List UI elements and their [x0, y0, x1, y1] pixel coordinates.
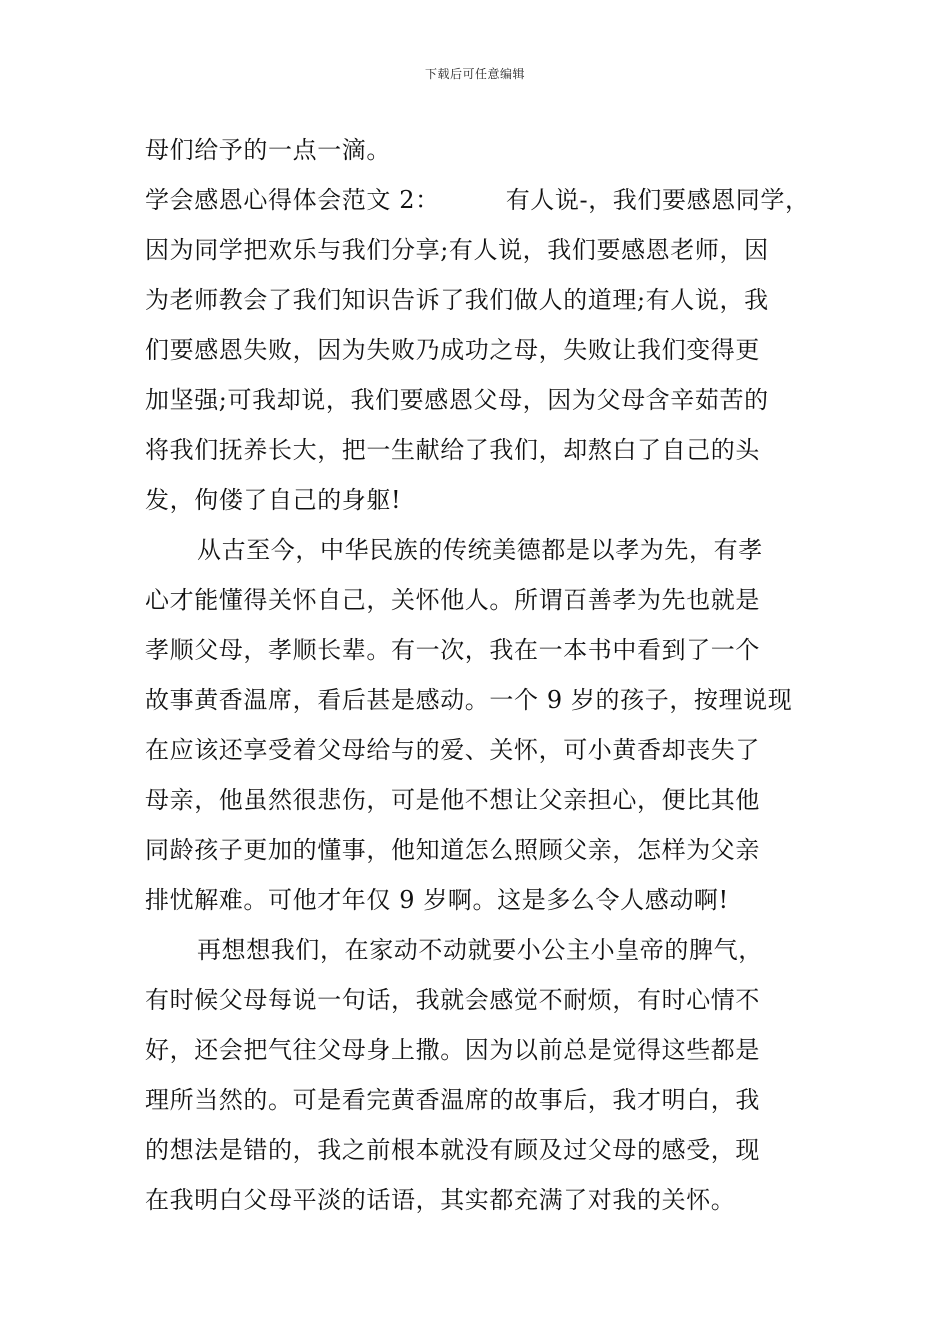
- text-line: 排忧解难。可他才年仅 9 岁啊。这是多么令人感动啊!: [145, 886, 729, 914]
- essay-title: 学会感恩心得体会范文 2：: [145, 186, 440, 214]
- essay-heading-line: [145, 184, 825, 216]
- text-span: 有人说-，我们要感恩同学，: [505, 186, 810, 214]
- paragraph-first-line: 再想想我们，在家动不动就要小公主小皇帝的脾气，: [197, 936, 763, 964]
- text-line: 母们给予的一点一滴。: [145, 136, 391, 164]
- text-line: 好，还会把气往父母身上撒。因为以前总是觉得这些都是: [145, 1036, 760, 1064]
- text-line: 因为同学把欢乐与我们分享;有人说，我们要感恩老师，因: [145, 236, 769, 264]
- text-line: 为老师教会了我们知识告诉了我们做人的道理;有人说，我: [145, 286, 769, 314]
- text-line: 孝顺父母，孝顺长辈。有一次，我在一本书中看到了一个: [145, 636, 760, 664]
- text-line: 母亲，他虽然很悲伤，可是他不想让父亲担心，便比其他: [145, 786, 760, 814]
- text-line: 的想法是错的，我之前根本就没有顾及过父母的感受，现: [145, 1136, 760, 1164]
- text-line: 在应该还享受着父母给与的爱、关怀，可小黄香却丧失了: [145, 736, 760, 764]
- text-line: 同龄孩子更加的懂事，他知道怎么照顾父亲，怎样为父亲: [145, 836, 760, 864]
- paragraph-first-line: 从古至今，中华民族的传统美德都是以孝为先，有孝: [197, 536, 763, 564]
- text-line: 在我明白父母平淡的话语，其实都充满了对我的关怀。: [145, 1186, 736, 1214]
- text-line: 有时候父母每说一句话，我就会感觉不耐烦，有时心情不: [145, 986, 760, 1014]
- page-header: 下载后可任意编辑: [424, 67, 525, 81]
- text-line: 故事黄香温席，看后甚是感动。一个 9 岁的孩子，按理说现: [145, 686, 793, 714]
- text-line: 们要感恩失败，因为失败乃成功之母，失败让我们变得更: [145, 336, 760, 364]
- text-line: 理所当然的。可是看完黄香温席的故事后，我才明白，我: [145, 1086, 760, 1114]
- text-line: 加坚强;可我却说，我们要感恩父母，因为父母含辛茹苦的: [145, 386, 769, 414]
- text-line: 发，佝偻了自己的身躯!: [145, 486, 402, 514]
- text-line: 将我们抚养长大，把一生献给了我们，却熬白了自己的头: [145, 436, 760, 464]
- text-line: 心才能懂得关怀自己，关怀他人。所谓百善孝为先也就是: [145, 586, 760, 614]
